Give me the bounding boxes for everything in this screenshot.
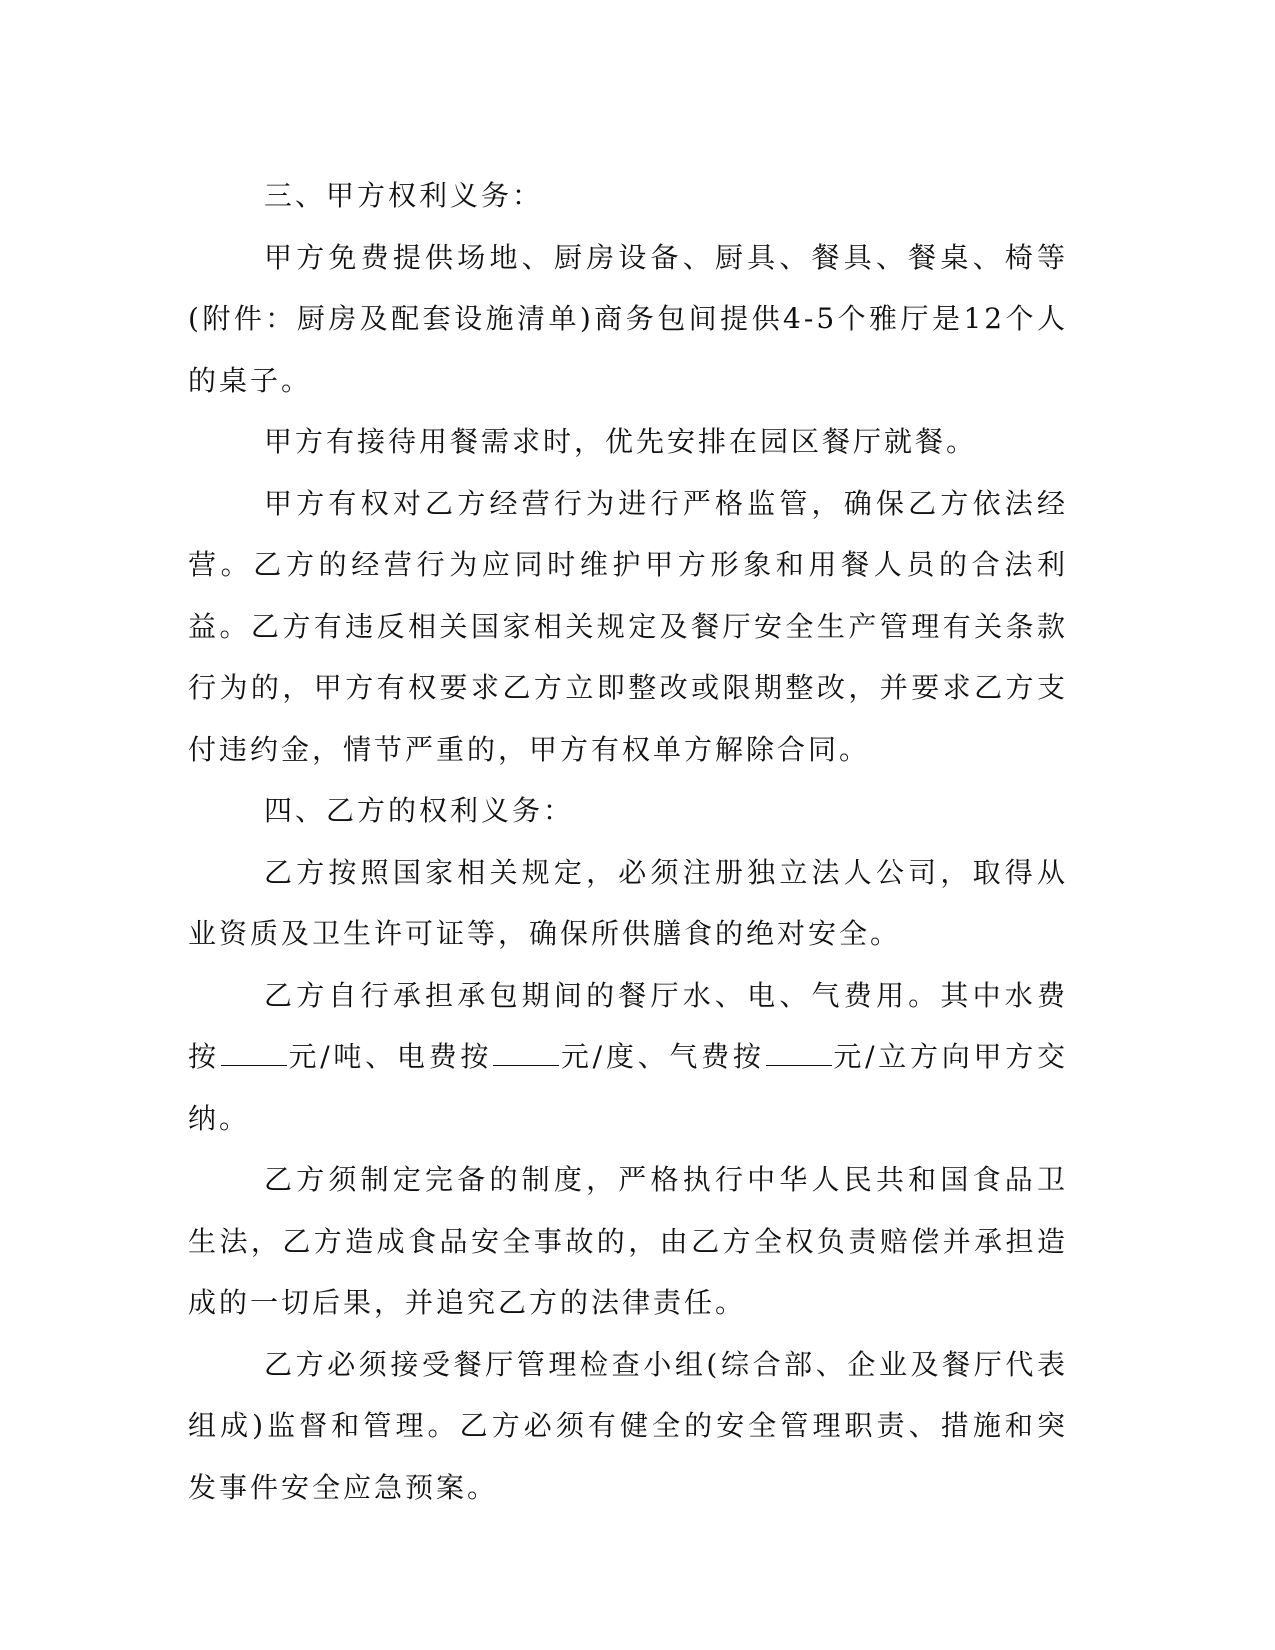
document-body (188, 165, 1068, 1518)
section-heading-three: 三、甲方权利义务： (264, 179, 544, 212)
water-fee-blank (221, 1043, 287, 1066)
utilities-gas-unit: 元/立方向甲方交纳。 (188, 1040, 1069, 1135)
section-heading-four: 四、乙方的权利义务： (264, 794, 575, 827)
paragraph-party-b-food-safety: 乙方须制定完备的制度，严格执行中华人民共和国食品卫生法，乙方造成食品安全事故的，由乙方全权负责赔偿并承担造成的一切后果，并追究乙方的法律责任。 (188, 1163, 1068, 1319)
paragraph-utilities (188, 965, 1068, 1150)
utilities-electric-unit: 元/度、气费按 (560, 1040, 765, 1073)
utilities-water-unit: 元/吨、电费按 (287, 1040, 493, 1073)
paragraph-party-a-provides: 甲方免费提供场地、厨房设备、厨具、餐具、餐桌、椅等(附件：厨房及配套设施清单)商务包间提供4-5个雅厅是12个人的桌子。 (188, 240, 1068, 397)
electric-fee-blank (493, 1043, 559, 1066)
paragraph-party-a-supervision: 甲方有权对乙方经营行为进行严格监管，确保乙方依法经营。乙方的经营行为应同时维护甲方形象和用餐人员的合法利益。乙方有违反相关国家相关规定及餐厅安全生产管理有关条款行为的，甲方有权要求乙方立即整改或限期整改，并要求乙方支付违约金，情节严重的，甲方有权单方解除合同。 (188, 486, 1068, 766)
paragraph-party-b-license: 乙方按照国家相关规定，必须注册独立法人公司，取得从业资质及卫生许可证等，确保所供膳食的绝对安全。 (188, 855, 1068, 950)
paragraph-party-a-dining: 甲方有接待用餐需求时，优先安排在园区餐厅就餐。 (264, 425, 978, 458)
gas-fee-blank (766, 1043, 832, 1066)
paragraph-party-b-inspection: 乙方必须接受餐厅管理检查小组(综合部、企业及餐厅代表组成)监督和管理。乙方必须有健全的安全管理职责、措施和突发事件安全应急预案。 (188, 1347, 1068, 1504)
utilities-intro: 乙方自行承担承包期间的餐厅水、电、气费用。其中水费按 (188, 978, 1068, 1073)
